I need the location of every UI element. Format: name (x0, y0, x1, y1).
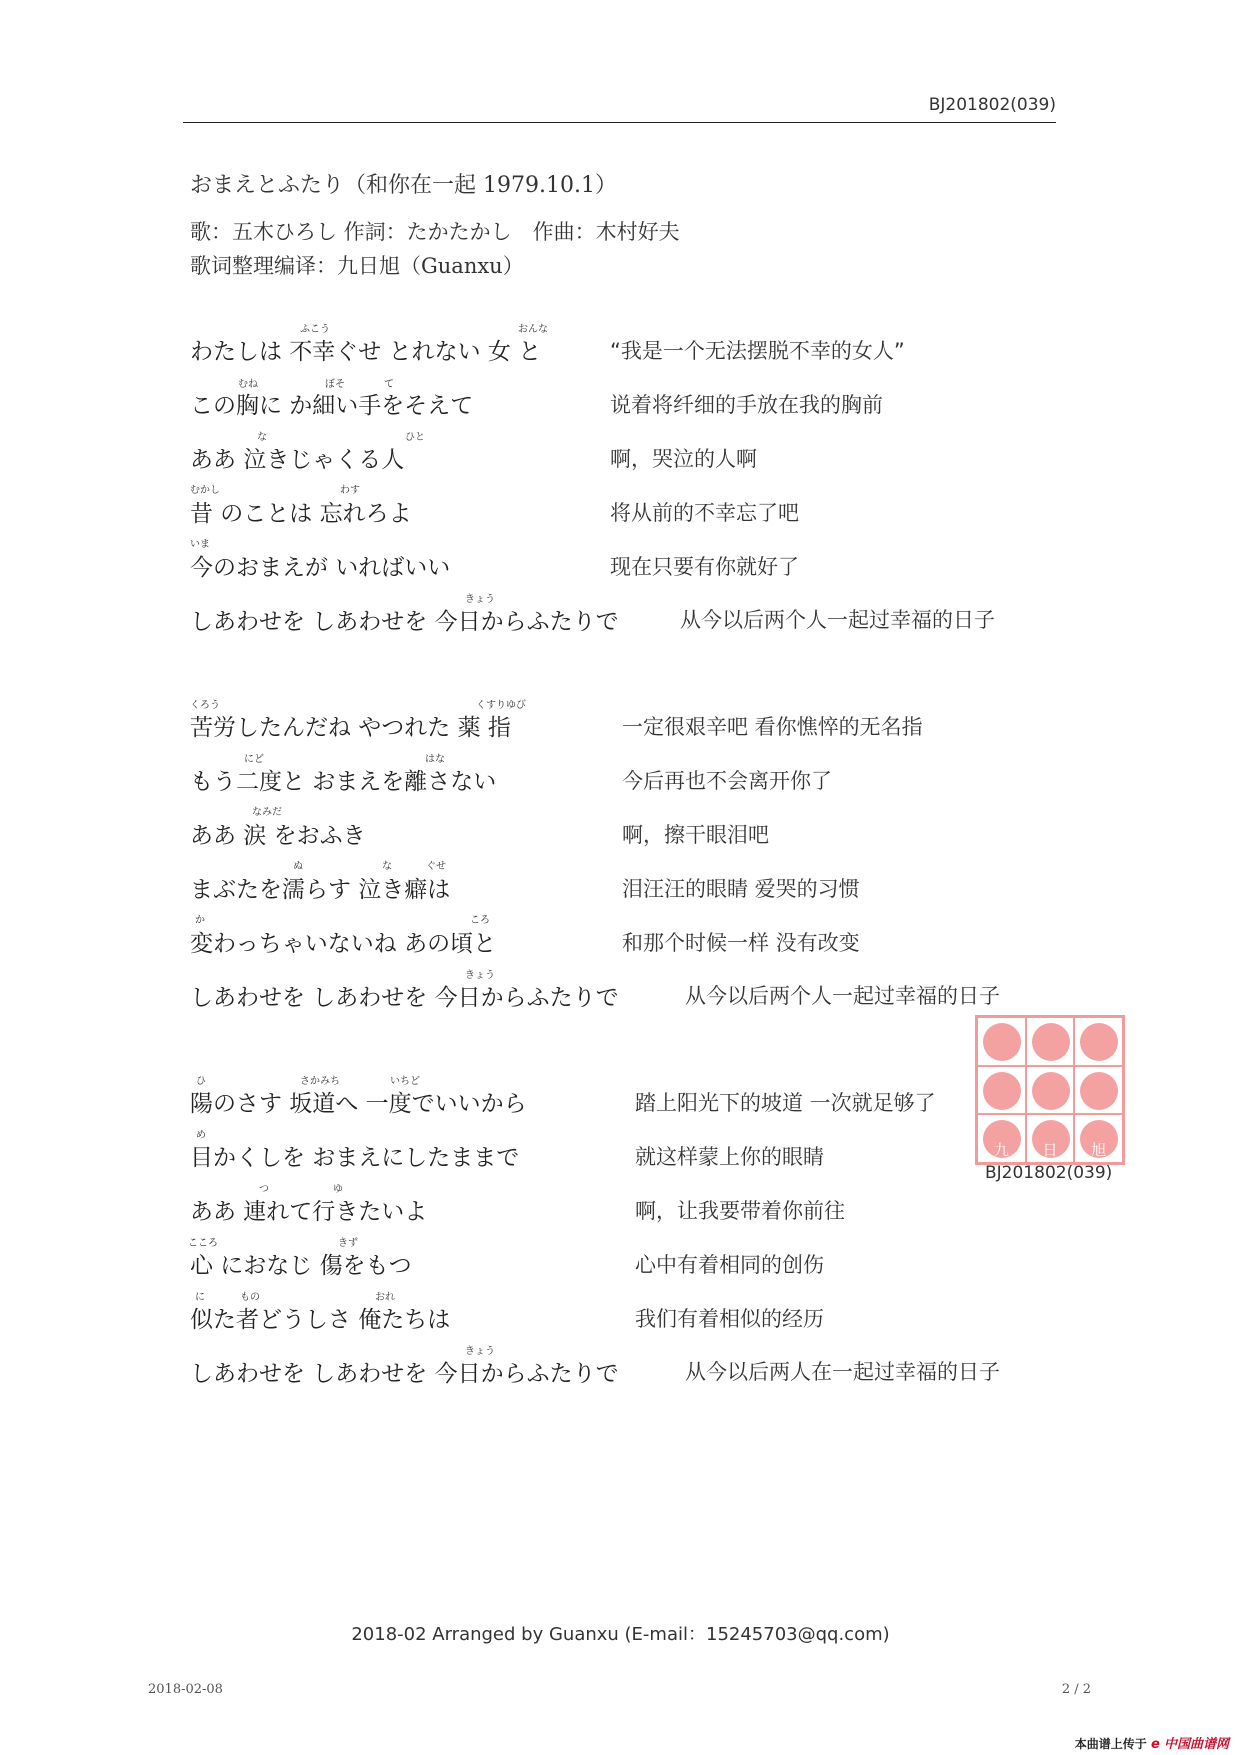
chinese-translation: 从今以后两个人一起过幸福的日子 (685, 984, 1000, 1008)
chinese-translation: 我们有着相似的经历 (635, 1307, 824, 1331)
furigana: ゆ (333, 1184, 343, 1195)
chinese-translation: 啊，哭泣的人啊 (610, 447, 757, 471)
japanese-lyric: 目かくしを おまえにしたままで (190, 1145, 520, 1171)
furigana: くすりゆび (476, 700, 526, 711)
stamp-char: 九 (993, 1141, 1009, 1159)
arranger-credit: 歌词整理编译：九日旭（Guanxu） (190, 254, 524, 278)
stamp-dot (1080, 1072, 1118, 1110)
furigana: め (196, 1130, 206, 1141)
chinese-translation: 泪汪汪的眼睛 爱哭的习惯 (622, 877, 860, 901)
japanese-lyric: もう二度と おまえを離さない (190, 769, 497, 795)
chinese-translation: 啊，擦干眼泪吧 (622, 823, 769, 847)
furigana: きず (338, 1238, 358, 1249)
chinese-translation: 就这样蒙上你的眼睛 (635, 1145, 824, 1169)
page-number: 2 / 2 (1061, 1682, 1091, 1697)
furigana: いちど (390, 1076, 420, 1087)
chinese-translation: “我是一个无法摆脱不幸的女人” (610, 339, 905, 363)
furigana: きょう (465, 1346, 495, 1357)
stamp-dot (1080, 1023, 1118, 1061)
furigana: な (382, 861, 392, 872)
furigana: くろう (190, 700, 220, 711)
arranger-footer: 2018-02 Arranged by Guanxu (E-mail：15245703@qq.com) (351, 1624, 890, 1645)
furigana: きょう (465, 594, 495, 605)
furigana: おんな (518, 324, 548, 335)
furigana: いま (190, 539, 210, 550)
stamp-dot (983, 1072, 1021, 1110)
site-logo-icon: e (1150, 1737, 1160, 1752)
furigana: ぬ (293, 861, 303, 872)
chinese-translation: 将从前的不幸忘了吧 (610, 501, 799, 525)
japanese-lyric: ああ 涙 をおふき (190, 823, 366, 849)
watermark-stamp (975, 1015, 1125, 1165)
furigana: つ (259, 1184, 269, 1195)
furigana: はな (425, 754, 445, 765)
japanese-lyric: わたしは 不幸ぐせ とれない 女 と (190, 339, 542, 365)
japanese-lyric: 陽のさす 坂道へ 一度でいいから (190, 1091, 527, 1117)
japanese-lyric: 似た者どうしさ 俺たちは (190, 1307, 451, 1333)
furigana: むかし (190, 485, 220, 496)
furigana: さかみち (300, 1076, 340, 1087)
site-watermark (1075, 1733, 1229, 1752)
site-name: 中国曲谱网 (1163, 1737, 1229, 1752)
japanese-lyric: しあわせを しあわせを 今日からふたりで (190, 1361, 619, 1387)
chinese-translation: 心中有着相同的创伤 (635, 1253, 824, 1277)
song-credits: 歌：五木ひろし 作詞：たかたかし 作曲：木村好夫 (190, 220, 680, 244)
chinese-translation: 说着将纤细的手放在我的胸前 (610, 393, 883, 417)
furigana: わす (340, 485, 360, 496)
chinese-translation: 踏上阳光下的坡道 一次就足够了 (635, 1091, 936, 1115)
furigana: なみだ (252, 807, 282, 818)
print-date: 2018-02-08 (148, 1682, 223, 1697)
japanese-lyric: 昔 のことは 忘れろよ (190, 501, 412, 527)
furigana: か (195, 915, 205, 926)
stamp-char: 日 (1042, 1141, 1058, 1159)
document-code: BJ201802(039) (928, 95, 1056, 115)
stamp-code: BJ201802(039) (985, 1163, 1113, 1183)
furigana: むね (238, 379, 258, 390)
upload-text: 本曲谱上传于 (1074, 1737, 1147, 1751)
japanese-lyric: しあわせを しあわせを 今日からふたりで (190, 609, 619, 635)
japanese-lyric: 心 におなじ 傷をもつ (190, 1253, 412, 1279)
japanese-lyric: 変わっちゃいないね あの頃と (190, 931, 497, 957)
furigana: ひと (405, 432, 425, 443)
japanese-lyric: 今のおまえが いればいい (190, 555, 451, 581)
furigana: ふこう (300, 324, 330, 335)
chinese-translation: 今后再也不会离开你了 (622, 769, 832, 793)
japanese-lyric: ああ 泣きじゃくる人 (190, 447, 405, 473)
furigana: ころ (470, 915, 490, 926)
stamp-dot (1032, 1072, 1070, 1110)
chinese-translation: 从今以后两人在一起过幸福的日子 (685, 1360, 1000, 1384)
song-title: おまえとふたり（和你在一起 1979.10.1） (190, 173, 617, 198)
chinese-translation: 和那个时候一样 没有改变 (622, 931, 860, 955)
stamp-dot (983, 1023, 1021, 1061)
furigana: て (384, 379, 394, 390)
stamp-char: 旭 (1091, 1141, 1107, 1159)
furigana: おれ (375, 1292, 395, 1303)
furigana: ぼそ (325, 379, 345, 390)
japanese-lyric: まぶたを濡らす 泣き癖は (190, 877, 451, 903)
furigana: きょう (465, 970, 495, 981)
chinese-translation: 从今以后两个人一起过幸福的日子 (680, 608, 995, 632)
furigana: に (195, 1292, 205, 1303)
japanese-lyric: ああ 連れて行きたいよ (190, 1199, 428, 1225)
furigana: ぐせ (426, 861, 446, 872)
furigana: こころ (188, 1238, 218, 1249)
japanese-lyric: この胸に か細い手をそえて (190, 393, 474, 419)
furigana: ひ (196, 1076, 206, 1087)
chinese-translation: 一定很艰辛吧 看你憔悴的无名指 (622, 715, 923, 739)
furigana: もの (240, 1292, 260, 1303)
furigana: な (257, 432, 267, 443)
japanese-lyric: しあわせを しあわせを 今日からふたりで (190, 985, 619, 1011)
japanese-lyric: 苦労したんだね やつれた 薬 指 (190, 715, 511, 741)
stamp-dot (1032, 1023, 1070, 1061)
header-divider (183, 122, 1056, 123)
furigana: にど (244, 754, 264, 765)
chinese-translation: 现在只要有你就好了 (610, 555, 799, 579)
chinese-translation: 啊，让我要带着你前往 (635, 1199, 845, 1223)
